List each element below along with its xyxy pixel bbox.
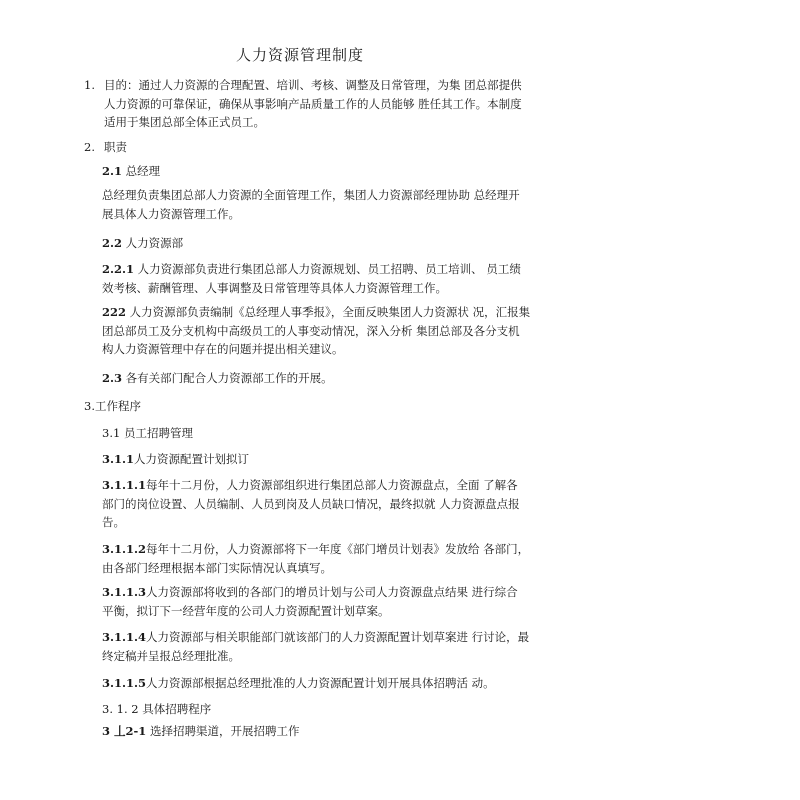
section-3-1-1-5 bbox=[102, 674, 495, 693]
section-2-2-2 bbox=[102, 303, 530, 359]
section-3-1-1-2-number: 3.1.1.2 bbox=[102, 542, 147, 556]
section-3-1-1-2-line-2: 由各部门经理根据本部门实际情况认真填写。 bbox=[102, 560, 332, 575]
section-2-3-number: 2.3 bbox=[102, 371, 123, 385]
section-3-1-1-3-number: 3.1.1.3 bbox=[102, 585, 147, 599]
section-3-1-1-1 bbox=[102, 476, 520, 532]
section-3-1-1-1-line-2: 部门的岗位设置、人员编制、人员到岗及人员缺口情况，最终拟就 人力资源盘点报 bbox=[102, 496, 520, 511]
section-2-1-heading bbox=[102, 162, 160, 181]
section-2-2-2-number: 222 bbox=[102, 305, 127, 319]
section-2-2-number: 2.2 bbox=[102, 236, 123, 250]
section-3-1-1-4-line-2: 终定稿并呈报总经理批准。 bbox=[102, 648, 240, 663]
section-2-label: 职责 bbox=[104, 140, 127, 154]
section-3-1-1-1-line-3: 告。 bbox=[102, 515, 125, 529]
section-1-line-2: 人力资源的可靠保证，确保从事影响产品质量工作的人员能够 胜任其工作。本制度 bbox=[104, 96, 522, 111]
section-2-2-2-line-3: 构人力资源管理中存在的问题并提出相关建议。 bbox=[102, 342, 344, 356]
section-3-1-1-4 bbox=[102, 628, 529, 665]
section-3-1-1 bbox=[102, 450, 249, 469]
section-2-2-1 bbox=[102, 260, 521, 297]
section-2-1-body bbox=[102, 186, 520, 223]
section-3-1-1-5-number: 3.1.1.5 bbox=[102, 676, 147, 690]
section-1-number: 1. bbox=[84, 78, 95, 92]
section-1-line-3: 适用于集团总部全体正式员工。 bbox=[104, 115, 265, 129]
section-3-1-2-1-number: 3 丄2-1 bbox=[102, 724, 147, 738]
section-2-2-2-line-1: 人力资源部负责编制《总经理人事季报》，全面反映集团人力资源状 况，汇报集 bbox=[129, 305, 531, 319]
section-2-2-label: 人力资源部 bbox=[125, 236, 184, 250]
section-3-1-1-3-line-1: 人力资源部将收到的各部门的增员计划与公司人力资源盘点结果 进行综合 bbox=[146, 585, 518, 599]
section-2-heading bbox=[84, 138, 127, 157]
section-3-1-1-1-number: 3.1.1.1 bbox=[102, 478, 147, 492]
section-3-heading: 3.工作程序 bbox=[84, 399, 141, 413]
section-3-1-1-number: 3.1.1 bbox=[102, 452, 135, 466]
section-3-1-1-text: 人力资源配置计划拟订 bbox=[134, 452, 250, 466]
section-2-1-line-1: 总经理负责集团总部人力资源的全面管理工作，集团人力资源部经理协助 总经理开 bbox=[102, 188, 520, 202]
section-3-1-1-4-number: 3.1.1.4 bbox=[102, 630, 147, 644]
section-2-1-number: 2.1 bbox=[102, 164, 123, 178]
section-2-3 bbox=[102, 369, 333, 388]
page-title: 人力资源管理制度 bbox=[236, 46, 365, 64]
section-3-1-1-3-line-2: 平衡，拟订下一经营年度的公司人力资源配置计划草案。 bbox=[102, 603, 390, 618]
section-3-1-1-4-line-1: 人力资源部与相关职能部门就该部门的人力资源配置计划草案进 行讨论，最 bbox=[146, 630, 530, 644]
section-2-number: 2. bbox=[84, 140, 95, 154]
section-2-1-line-2: 展具体人力资源管理工作。 bbox=[102, 206, 240, 221]
section-1 bbox=[84, 76, 522, 132]
section-3-1-2-1 bbox=[102, 722, 299, 741]
section-2-3-text: 各有关部门配合人力资源部工作的开展。 bbox=[125, 371, 333, 385]
section-2-2-2-line-2: 团总部员工及分支机构中高级员工的人事变动情况，深入分析 集团总部及各分支机 bbox=[102, 323, 520, 338]
section-3-1-1-2-line-1: 每年十二月份，人力资源部将下一年度《部门增员计划表》发放给 各部门， bbox=[146, 542, 530, 556]
section-3-1-heading: 3.1 员工招聘管理 bbox=[102, 426, 193, 440]
section-1-line-1: 目的：通过人力资源的合理配置、培训、考核、调整及日常管理，为集 团总部提供 bbox=[104, 78, 522, 92]
section-2-2-1-number: 2.2.1 bbox=[102, 262, 135, 276]
section-2-1-label: 总经理 bbox=[125, 164, 161, 178]
section-3-1-1-3 bbox=[102, 583, 518, 620]
section-2-2-1-line-1: 人力资源部负责进行集团总部人力资源规划、员工招聘、员工培训、 员工绩 bbox=[137, 262, 521, 276]
section-3-1-2-heading: 3. 1. 2 具体招聘程序 bbox=[102, 702, 212, 716]
section-3-1-2-1-text: 选择招聘渠道，开展招聘工作 bbox=[149, 724, 300, 738]
section-2-2-heading bbox=[102, 234, 183, 253]
section-3-1-1-2 bbox=[102, 540, 529, 577]
section-3-1-1-1-line-1: 每年十二月份，人力资源部组织进行集团总部人力资源盘点，全面 了解各 bbox=[146, 478, 518, 492]
section-3-1-1-5-text: 人力资源部根据总经理批准的人力资源配置计划开展具体招聘活 动。 bbox=[146, 676, 495, 690]
section-2-2-1-line-2: 效考核、薪酬管理、人事调整及日常管理等具体人力资源管理工作。 bbox=[102, 280, 447, 295]
